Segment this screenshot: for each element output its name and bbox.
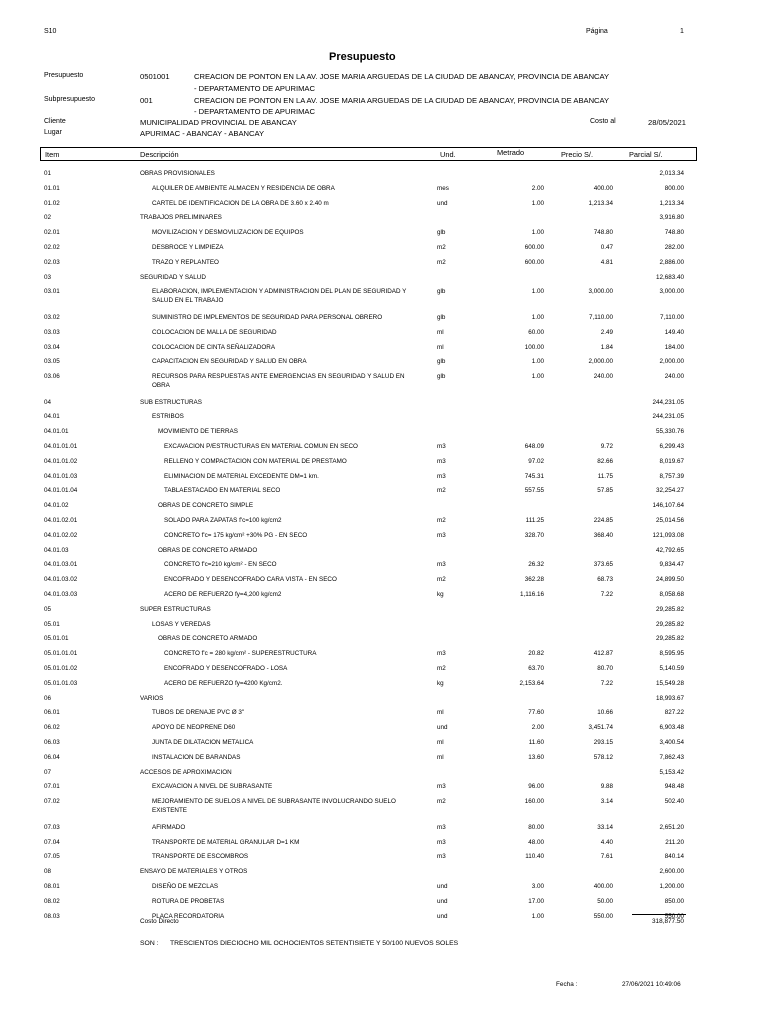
subpresupuesto-desc-2: - DEPARTAMENTO DE APURIMAC bbox=[194, 107, 315, 116]
row-item: 04.01.03.03 bbox=[44, 591, 78, 598]
row-description: SEGURIDAD Y SALUD bbox=[140, 273, 206, 281]
row-parcial: 7,862.43 bbox=[659, 753, 684, 761]
row-unit: m2 bbox=[437, 798, 446, 806]
row-parcial: 2,886.00 bbox=[659, 258, 684, 266]
costo-label: Costo al bbox=[590, 118, 616, 125]
row-description: MEJORAMIENTO DE SUELOS A NIVEL DE SUBRASANTE INVOLUCRANDO SUELO EXISTENTE bbox=[152, 798, 396, 814]
row-unit: m3 bbox=[437, 531, 446, 539]
row-metrado: 2.00 bbox=[531, 724, 544, 732]
row-item: 03.06 bbox=[44, 373, 60, 381]
row-description: DESBROCE Y LIMPIEZA bbox=[152, 244, 224, 251]
row-unit: m3 bbox=[437, 561, 446, 569]
row-description: ROTURA DE PROBETAS bbox=[152, 897, 225, 905]
row-item: 05.01.01.03 bbox=[44, 679, 78, 687]
row-unit: ml bbox=[437, 328, 444, 336]
row-description: TRANSPORTE DE MATERIAL GRANULAR D=1 KM bbox=[152, 838, 300, 846]
row-precio: 7.61 bbox=[600, 853, 613, 861]
total-rule bbox=[632, 914, 686, 915]
row-precio: 7,110.00 bbox=[588, 313, 613, 321]
row-metrado: 2,153.64 bbox=[519, 679, 544, 687]
s10-label: S10 bbox=[44, 28, 57, 35]
row-parcial: 1,213.34 bbox=[659, 199, 684, 207]
row-item: 08 bbox=[44, 868, 52, 876]
row-unit: m3 bbox=[437, 783, 446, 791]
row-parcial: 146,107.64 bbox=[652, 502, 684, 510]
row-item: 04.01 bbox=[44, 413, 60, 421]
row-unit: ml bbox=[437, 709, 444, 717]
subpresupuesto-label: Subpresupuesto bbox=[44, 96, 95, 103]
row-parcial: 244,231.05 bbox=[652, 413, 684, 421]
row-item: 07.02 bbox=[44, 798, 60, 806]
row-precio: 748.80 bbox=[593, 229, 613, 237]
row-metrado: 600.00 bbox=[524, 258, 544, 266]
row-parcial: 8,058.68 bbox=[659, 591, 684, 598]
row-item: 07.05 bbox=[44, 853, 60, 861]
row-item: 06 bbox=[44, 694, 52, 702]
row-description: ALQUILER DE AMBIENTE ALMACEN Y RESIDENCIA DE OBRA bbox=[152, 184, 335, 192]
presupuesto-code: 0501001 bbox=[140, 72, 170, 81]
row-metrado: 97.02 bbox=[528, 457, 544, 465]
row-item: 03.01 bbox=[44, 288, 60, 296]
row-item: 01 bbox=[44, 170, 52, 177]
row-unit: m3 bbox=[437, 443, 446, 450]
row-parcial: 42,792.65 bbox=[655, 546, 684, 554]
row-description: SUPER ESTRUCTURAS bbox=[140, 605, 211, 613]
row-metrado: 362.28 bbox=[524, 576, 544, 584]
row-description: CONCRETO f'c= 175 kg/cm² +30% PG - EN SECO bbox=[164, 531, 308, 539]
row-metrado: 3.00 bbox=[531, 882, 544, 890]
row-item: 05.01.01 bbox=[44, 635, 69, 643]
row-parcial: 5,153.42 bbox=[659, 768, 684, 776]
row-metrado: 160.00 bbox=[524, 798, 544, 806]
row-precio: 373.65 bbox=[593, 561, 613, 569]
row-description: ACERO DE REFUERZO fy=4200 Kg/cm2. bbox=[164, 679, 283, 687]
row-item: 06.03 bbox=[44, 739, 60, 746]
row-precio: 7.22 bbox=[600, 679, 613, 687]
row-precio: 3,000.00 bbox=[588, 288, 613, 296]
presupuesto-label: Presupuesto bbox=[44, 72, 84, 79]
row-precio: 1.84 bbox=[600, 343, 613, 351]
row-item: 03 bbox=[44, 273, 52, 281]
row-description: ENCOFRADO Y DESENCOFRADO - LOSA bbox=[164, 665, 288, 672]
cliente-value: MUNICIPALIDAD PROVINCIAL DE ABANCAY bbox=[140, 118, 297, 127]
row-unit: m2 bbox=[437, 258, 446, 266]
row-description: ELIMINACION DE MATERIAL EXCEDENTE DM=1 km. bbox=[164, 472, 319, 480]
row-parcial: 2,600.00 bbox=[659, 868, 684, 876]
row-unit: m3 bbox=[437, 650, 446, 658]
row-description: CARTEL DE IDENTIFICACION DE LA OBRA DE 3.60 x 2.40 m bbox=[152, 199, 329, 207]
row-unit: und bbox=[437, 897, 448, 905]
col-parcial: Parcial S/. bbox=[629, 150, 663, 159]
row-item: 06.04 bbox=[44, 753, 60, 761]
col-metrado: Metrado bbox=[497, 148, 525, 157]
row-metrado: 1.00 bbox=[531, 229, 544, 237]
row-item: 04.01.02 bbox=[44, 502, 69, 510]
row-description: ELABORACION, IMPLEMENTACION Y ADMINISTRACION DEL PLAN DE SEGURIDAD Y SALUD EN EL TRABAJO bbox=[152, 288, 407, 304]
fecha-label: Fecha : bbox=[556, 981, 578, 988]
row-item: 04.01.03.02 bbox=[44, 576, 78, 584]
row-description: SOLADO PARA ZAPATAS f'c=100 kg/cm2 bbox=[164, 517, 282, 524]
row-metrado: 26.32 bbox=[528, 561, 544, 569]
son-text: TRESCIENTOS DIECIOCHO MIL OCHOCIENTOS SETENTISIETE Y 50/100 NUEVOS SOLES bbox=[170, 940, 459, 947]
son-label: SON : bbox=[140, 940, 159, 947]
row-description: SUB ESTRUCTURAS bbox=[140, 398, 202, 406]
row-parcial: 6,903.48 bbox=[659, 724, 684, 732]
row-parcial: 18,993.67 bbox=[655, 694, 684, 702]
row-item: 04 bbox=[44, 398, 52, 406]
row-metrado: 48.00 bbox=[528, 838, 544, 846]
row-description: TRAZO Y REPLANTEO bbox=[152, 258, 219, 266]
row-parcial: 15,549.28 bbox=[655, 679, 684, 687]
row-unit: m3 bbox=[437, 838, 446, 846]
row-item: 01.01 bbox=[44, 184, 60, 192]
row-parcial: 12,683.40 bbox=[655, 273, 684, 281]
row-parcial: 240.00 bbox=[664, 373, 684, 381]
row-parcial: 948.48 bbox=[664, 783, 684, 791]
subpresupuesto-code: 001 bbox=[140, 96, 153, 105]
row-item: 04.01.01.04 bbox=[44, 487, 78, 495]
row-precio: 400.00 bbox=[593, 882, 613, 890]
row-parcial: 32,254.27 bbox=[655, 487, 684, 495]
row-parcial: 2,651.20 bbox=[659, 823, 684, 831]
row-parcial: 3,000.00 bbox=[659, 288, 684, 296]
row-unit: und bbox=[437, 724, 448, 732]
row-item: 04.01.02.01 bbox=[44, 517, 78, 524]
row-parcial: 3,400.54 bbox=[659, 739, 684, 746]
row-parcial: 5,140.59 bbox=[659, 665, 684, 672]
row-unit: m3 bbox=[437, 823, 446, 831]
row-unit: kg bbox=[437, 679, 444, 687]
row-parcial: 550.00 bbox=[664, 912, 684, 920]
row-item: 07 bbox=[44, 768, 52, 776]
row-description: ACERO DE REFUERZO fy=4,200 kg/cm2 bbox=[164, 591, 282, 598]
row-parcial: 121,093.08 bbox=[652, 531, 684, 539]
row-precio: 578.12 bbox=[593, 753, 613, 761]
row-description: ESTRIBOS bbox=[152, 413, 184, 421]
row-item: 02 bbox=[44, 214, 52, 222]
row-parcial: 840.14 bbox=[664, 853, 684, 861]
row-precio: 3.14 bbox=[600, 798, 613, 806]
row-unit: m3 bbox=[437, 472, 446, 480]
row-metrado: 77.60 bbox=[528, 709, 544, 717]
row-description: ENCOFRADO Y DESENCOFRADO CARA VISTA - EN SECO bbox=[164, 576, 337, 584]
row-unit: kg bbox=[437, 591, 444, 598]
row-unit: glb bbox=[437, 313, 446, 321]
row-precio: 57.85 bbox=[597, 487, 613, 495]
row-description: AFIRMADO bbox=[152, 823, 186, 831]
row-metrado: 60.00 bbox=[528, 328, 544, 336]
row-unit: glb bbox=[437, 373, 446, 381]
row-metrado: 13.60 bbox=[528, 753, 544, 761]
row-metrado: 600.00 bbox=[524, 244, 544, 251]
row-unit: glb bbox=[437, 358, 446, 366]
row-metrado: 328.70 bbox=[524, 531, 544, 539]
row-description: COLOCACION DE MALLA DE SEGURIDAD bbox=[152, 328, 277, 336]
row-description: COLOCACION DE CINTA SEÑALIZADORA bbox=[152, 343, 276, 351]
row-item: 07.01 bbox=[44, 783, 60, 791]
row-precio: 224.85 bbox=[593, 517, 613, 524]
row-item: 06.02 bbox=[44, 724, 60, 732]
row-precio: 7.22 bbox=[600, 591, 613, 598]
costo-directo-label: Costo Directo bbox=[140, 918, 179, 925]
row-description: MOVIMIENTO DE TIERRAS bbox=[158, 428, 238, 436]
row-parcial: 29,285.82 bbox=[655, 635, 684, 643]
row-item: 04.01.03.01 bbox=[44, 561, 78, 569]
row-precio: 80.70 bbox=[597, 665, 613, 672]
row-item: 04.01.01.01 bbox=[44, 443, 78, 450]
row-item: 02.02 bbox=[44, 244, 60, 251]
row-item: 08.02 bbox=[44, 897, 60, 905]
row-unit: ml bbox=[437, 753, 444, 761]
row-item: 06.01 bbox=[44, 709, 60, 717]
row-parcial: 149.40 bbox=[664, 328, 684, 336]
row-unit: ml bbox=[437, 739, 444, 746]
row-parcial: 9,834.47 bbox=[659, 561, 684, 569]
row-description: TUBOS DE DRENAJE PVC Ø 3" bbox=[152, 709, 245, 717]
row-metrado: 11.60 bbox=[528, 739, 544, 746]
row-unit: m3 bbox=[437, 457, 446, 465]
row-item: 05.01 bbox=[44, 620, 60, 628]
lugar-label: Lugar bbox=[44, 129, 62, 136]
row-description: OBRAS PROVISIONALES bbox=[140, 170, 215, 177]
row-parcial: 800.00 bbox=[664, 184, 684, 192]
row-item: 04.01.02.02 bbox=[44, 531, 78, 539]
row-precio: 0.47 bbox=[600, 244, 613, 251]
row-item: 08.03 bbox=[44, 912, 60, 920]
row-description: VARIOS bbox=[140, 694, 164, 702]
row-parcial: 850.00 bbox=[664, 897, 684, 905]
row-description: RELLENO Y COMPACTACION CON MATERIAL DE PRESTAMO bbox=[164, 457, 347, 465]
row-item: 02.03 bbox=[44, 258, 60, 266]
row-description: TABLAESTACADO EN MATERIAL SECO bbox=[164, 487, 281, 495]
row-precio: 1,213.34 bbox=[588, 199, 613, 207]
row-unit: und bbox=[437, 882, 448, 890]
row-description: OBRAS DE CONCRETO ARMADO bbox=[158, 546, 258, 554]
row-precio: 68.73 bbox=[597, 576, 613, 584]
costo-date: 28/05/2021 bbox=[648, 118, 687, 127]
row-precio: 9.88 bbox=[600, 783, 613, 791]
row-description: CAPACITACION EN SEGURIDAD Y SALUD EN OBRA bbox=[152, 358, 307, 366]
costo-directo-value: 318,877.50 bbox=[652, 918, 684, 925]
presupuesto-desc-1: CREACION DE PONTON EN LA AV. JOSE MARIA ARGUEDAS DE LA CIUDAD DE ABANCAY, PROVINCIA DE ABANCAY bbox=[194, 72, 610, 81]
row-precio: 412.87 bbox=[593, 650, 613, 658]
row-description: PLACA RECORDATORIA bbox=[152, 912, 225, 920]
subpresupuesto-desc-1: CREACION DE PONTON EN LA AV. JOSE MARIA ARGUEDAS DE LA CIUDAD DE ABANCAY, PROVINCIA DE ABANCAY bbox=[194, 96, 610, 105]
row-precio: 240.00 bbox=[593, 373, 613, 381]
page-number: 1 bbox=[680, 28, 684, 35]
row-parcial: 2,013.34 bbox=[659, 170, 684, 177]
row-description: DISEÑO DE MEZCLAS bbox=[152, 882, 219, 890]
row-parcial: 244,231.05 bbox=[652, 398, 684, 406]
row-parcial: 3,916.80 bbox=[659, 214, 684, 222]
row-metrado: 80.00 bbox=[528, 823, 544, 831]
row-metrado: 1.00 bbox=[531, 358, 544, 366]
row-metrado: 745.31 bbox=[524, 472, 544, 480]
row-precio: 2,000.00 bbox=[588, 358, 613, 366]
row-description: SUMINISTRO DE IMPLEMENTOS DE SEGURIDAD PARA PERSONAL OBRERO bbox=[152, 313, 383, 321]
row-metrado: 63.70 bbox=[528, 665, 544, 672]
fecha-value: 27/06/2021 10:49:06 bbox=[622, 981, 681, 988]
row-parcial: 7,110.00 bbox=[659, 313, 684, 321]
row-metrado: 17.00 bbox=[528, 897, 544, 905]
row-description: RECURSOS PARA RESPUESTAS ANTE EMERGENCIAS EN SEGURIDAD Y SALUD EN OBRA bbox=[152, 373, 405, 389]
row-parcial: 748.80 bbox=[664, 229, 684, 237]
row-item: 03.04 bbox=[44, 343, 60, 351]
document-title: Presupuesto bbox=[329, 51, 396, 63]
row-description: ACCESOS DE APROXIMACION bbox=[140, 768, 232, 776]
row-metrado: 1.00 bbox=[531, 288, 544, 296]
presupuesto-desc-2: - DEPARTAMENTO DE APURIMAC bbox=[194, 84, 315, 93]
row-metrado: 1.00 bbox=[531, 199, 544, 207]
row-unit: und bbox=[437, 912, 448, 920]
row-metrado: 1.00 bbox=[531, 912, 544, 920]
row-item: 04.01.01.02 bbox=[44, 457, 78, 465]
row-description: EXCAVACION P/ESTRUCTURAS EN MATERIAL COMUN EN SECO bbox=[164, 443, 358, 450]
row-precio: 82.66 bbox=[597, 457, 613, 465]
row-precio: 10.66 bbox=[597, 709, 613, 717]
row-metrado: 1.00 bbox=[531, 373, 544, 381]
row-item: 02.01 bbox=[44, 229, 60, 237]
row-item: 03.05 bbox=[44, 358, 60, 366]
row-metrado: 111.25 bbox=[525, 517, 544, 524]
row-metrado: 20.82 bbox=[528, 650, 544, 658]
row-item: 05 bbox=[44, 605, 52, 613]
row-unit: glb bbox=[437, 288, 446, 296]
row-item: 04.01.01 bbox=[44, 428, 69, 436]
row-item: 04.01.03 bbox=[44, 546, 69, 554]
row-unit: m2 bbox=[437, 576, 446, 584]
page-label: Página bbox=[586, 28, 608, 35]
row-precio: 400.00 bbox=[593, 184, 613, 192]
row-precio: 50.00 bbox=[597, 897, 613, 905]
cliente-label: Cliente bbox=[44, 118, 66, 125]
row-description: OBRAS DE CONCRETO SIMPLE bbox=[158, 502, 254, 510]
row-description: LOSAS Y VEREDAS bbox=[152, 620, 211, 628]
row-metrado: 110.40 bbox=[525, 853, 544, 861]
row-item: 08.01 bbox=[44, 882, 60, 890]
row-unit: m2 bbox=[437, 665, 446, 672]
row-metrado: 1,116.16 bbox=[519, 591, 544, 598]
row-parcial: 25,014.56 bbox=[655, 517, 684, 524]
row-metrado: 1.00 bbox=[531, 313, 544, 321]
row-parcial: 282.00 bbox=[664, 244, 684, 251]
row-item: 04.01.01.03 bbox=[44, 472, 78, 480]
row-parcial: 2,000.00 bbox=[659, 358, 684, 366]
row-item: 07.03 bbox=[44, 823, 60, 831]
row-description: APOYO DE NEOPRENE D60 bbox=[152, 724, 236, 732]
row-metrado: 648.09 bbox=[524, 443, 544, 450]
row-unit: m3 bbox=[437, 853, 446, 861]
row-precio: 2.49 bbox=[600, 328, 613, 336]
row-precio: 33.14 bbox=[597, 823, 613, 831]
row-parcial: 211.20 bbox=[665, 838, 684, 846]
row-precio: 368.40 bbox=[593, 531, 613, 539]
row-parcial: 827.22 bbox=[664, 709, 684, 717]
row-parcial: 8,757.39 bbox=[659, 472, 684, 480]
row-parcial: 8,595.95 bbox=[659, 650, 684, 658]
row-metrado: 96.00 bbox=[528, 783, 544, 791]
row-precio: 11.75 bbox=[597, 472, 613, 480]
row-parcial: 29,285.82 bbox=[655, 605, 684, 613]
row-description: ENSAYO DE MATERIALES Y OTROS bbox=[140, 868, 248, 876]
col-precio: Precio S/. bbox=[561, 150, 594, 159]
row-unit: m2 bbox=[437, 244, 446, 251]
row-parcial: 8,019.67 bbox=[659, 457, 684, 465]
col-item: Item bbox=[45, 150, 60, 159]
row-description: CONCRETO f'c = 280 kg/cm² - SUPERESTRUCTURA bbox=[164, 650, 317, 658]
row-parcial: 184.00 bbox=[664, 343, 684, 351]
row-parcial: 502.40 bbox=[664, 798, 684, 806]
row-item: 05.01.01.02 bbox=[44, 665, 78, 672]
row-item: 01.02 bbox=[44, 199, 60, 207]
table-header bbox=[40, 147, 697, 161]
row-precio: 293.15 bbox=[593, 739, 613, 746]
row-metrado: 100.00 bbox=[524, 343, 544, 351]
row-item: 07.04 bbox=[44, 838, 60, 846]
row-item: 03.03 bbox=[44, 328, 60, 336]
row-description: CONCRETO f'c=210 kg/cm² - EN SECO bbox=[164, 561, 277, 569]
row-item: 05.01.01.01 bbox=[44, 650, 78, 658]
row-unit: glb bbox=[437, 229, 446, 237]
row-precio: 9.72 bbox=[600, 443, 613, 450]
row-parcial: 29,285.82 bbox=[655, 620, 684, 628]
row-parcial: 6,299.43 bbox=[659, 443, 684, 450]
col-descripcion: Descripción bbox=[140, 150, 179, 159]
row-parcial: 24,899.50 bbox=[655, 576, 684, 584]
row-description: EXCAVACION A NIVEL DE SUBRASANTE bbox=[152, 783, 273, 791]
row-unit: ml bbox=[437, 343, 444, 351]
row-metrado: 557.55 bbox=[524, 487, 544, 495]
col-und: Und. bbox=[440, 150, 456, 159]
row-description: TRABAJOS PRELIMINARES bbox=[140, 214, 222, 222]
row-unit: m2 bbox=[437, 487, 446, 495]
row-description: MOVILIZACION Y DESMOVILIZACION DE EQUIPOS bbox=[152, 229, 304, 237]
row-description: INSTALACION DE BARANDAS bbox=[152, 753, 241, 761]
row-precio: 4.40 bbox=[600, 838, 613, 846]
row-unit: und bbox=[437, 199, 448, 207]
row-parcial: 1,200.00 bbox=[659, 882, 684, 890]
row-item: 03.02 bbox=[44, 313, 60, 321]
row-description: TRANSPORTE DE ESCOMBROS bbox=[152, 853, 249, 861]
row-parcial: 55,330.76 bbox=[655, 428, 684, 436]
row-metrado: 2.00 bbox=[531, 184, 544, 192]
row-precio: 4.81 bbox=[600, 258, 613, 266]
lugar-value: APURIMAC - ABANCAY - ABANCAY bbox=[140, 129, 265, 138]
row-unit: mes bbox=[437, 184, 449, 192]
row-precio: 3,451.74 bbox=[588, 724, 613, 732]
row-precio: 550.00 bbox=[593, 912, 613, 920]
row-description: OBRAS DE CONCRETO ARMADO bbox=[158, 635, 258, 643]
row-unit: m2 bbox=[437, 517, 446, 524]
row-description: JUNTA DE DILATACION METALICA bbox=[152, 739, 254, 746]
